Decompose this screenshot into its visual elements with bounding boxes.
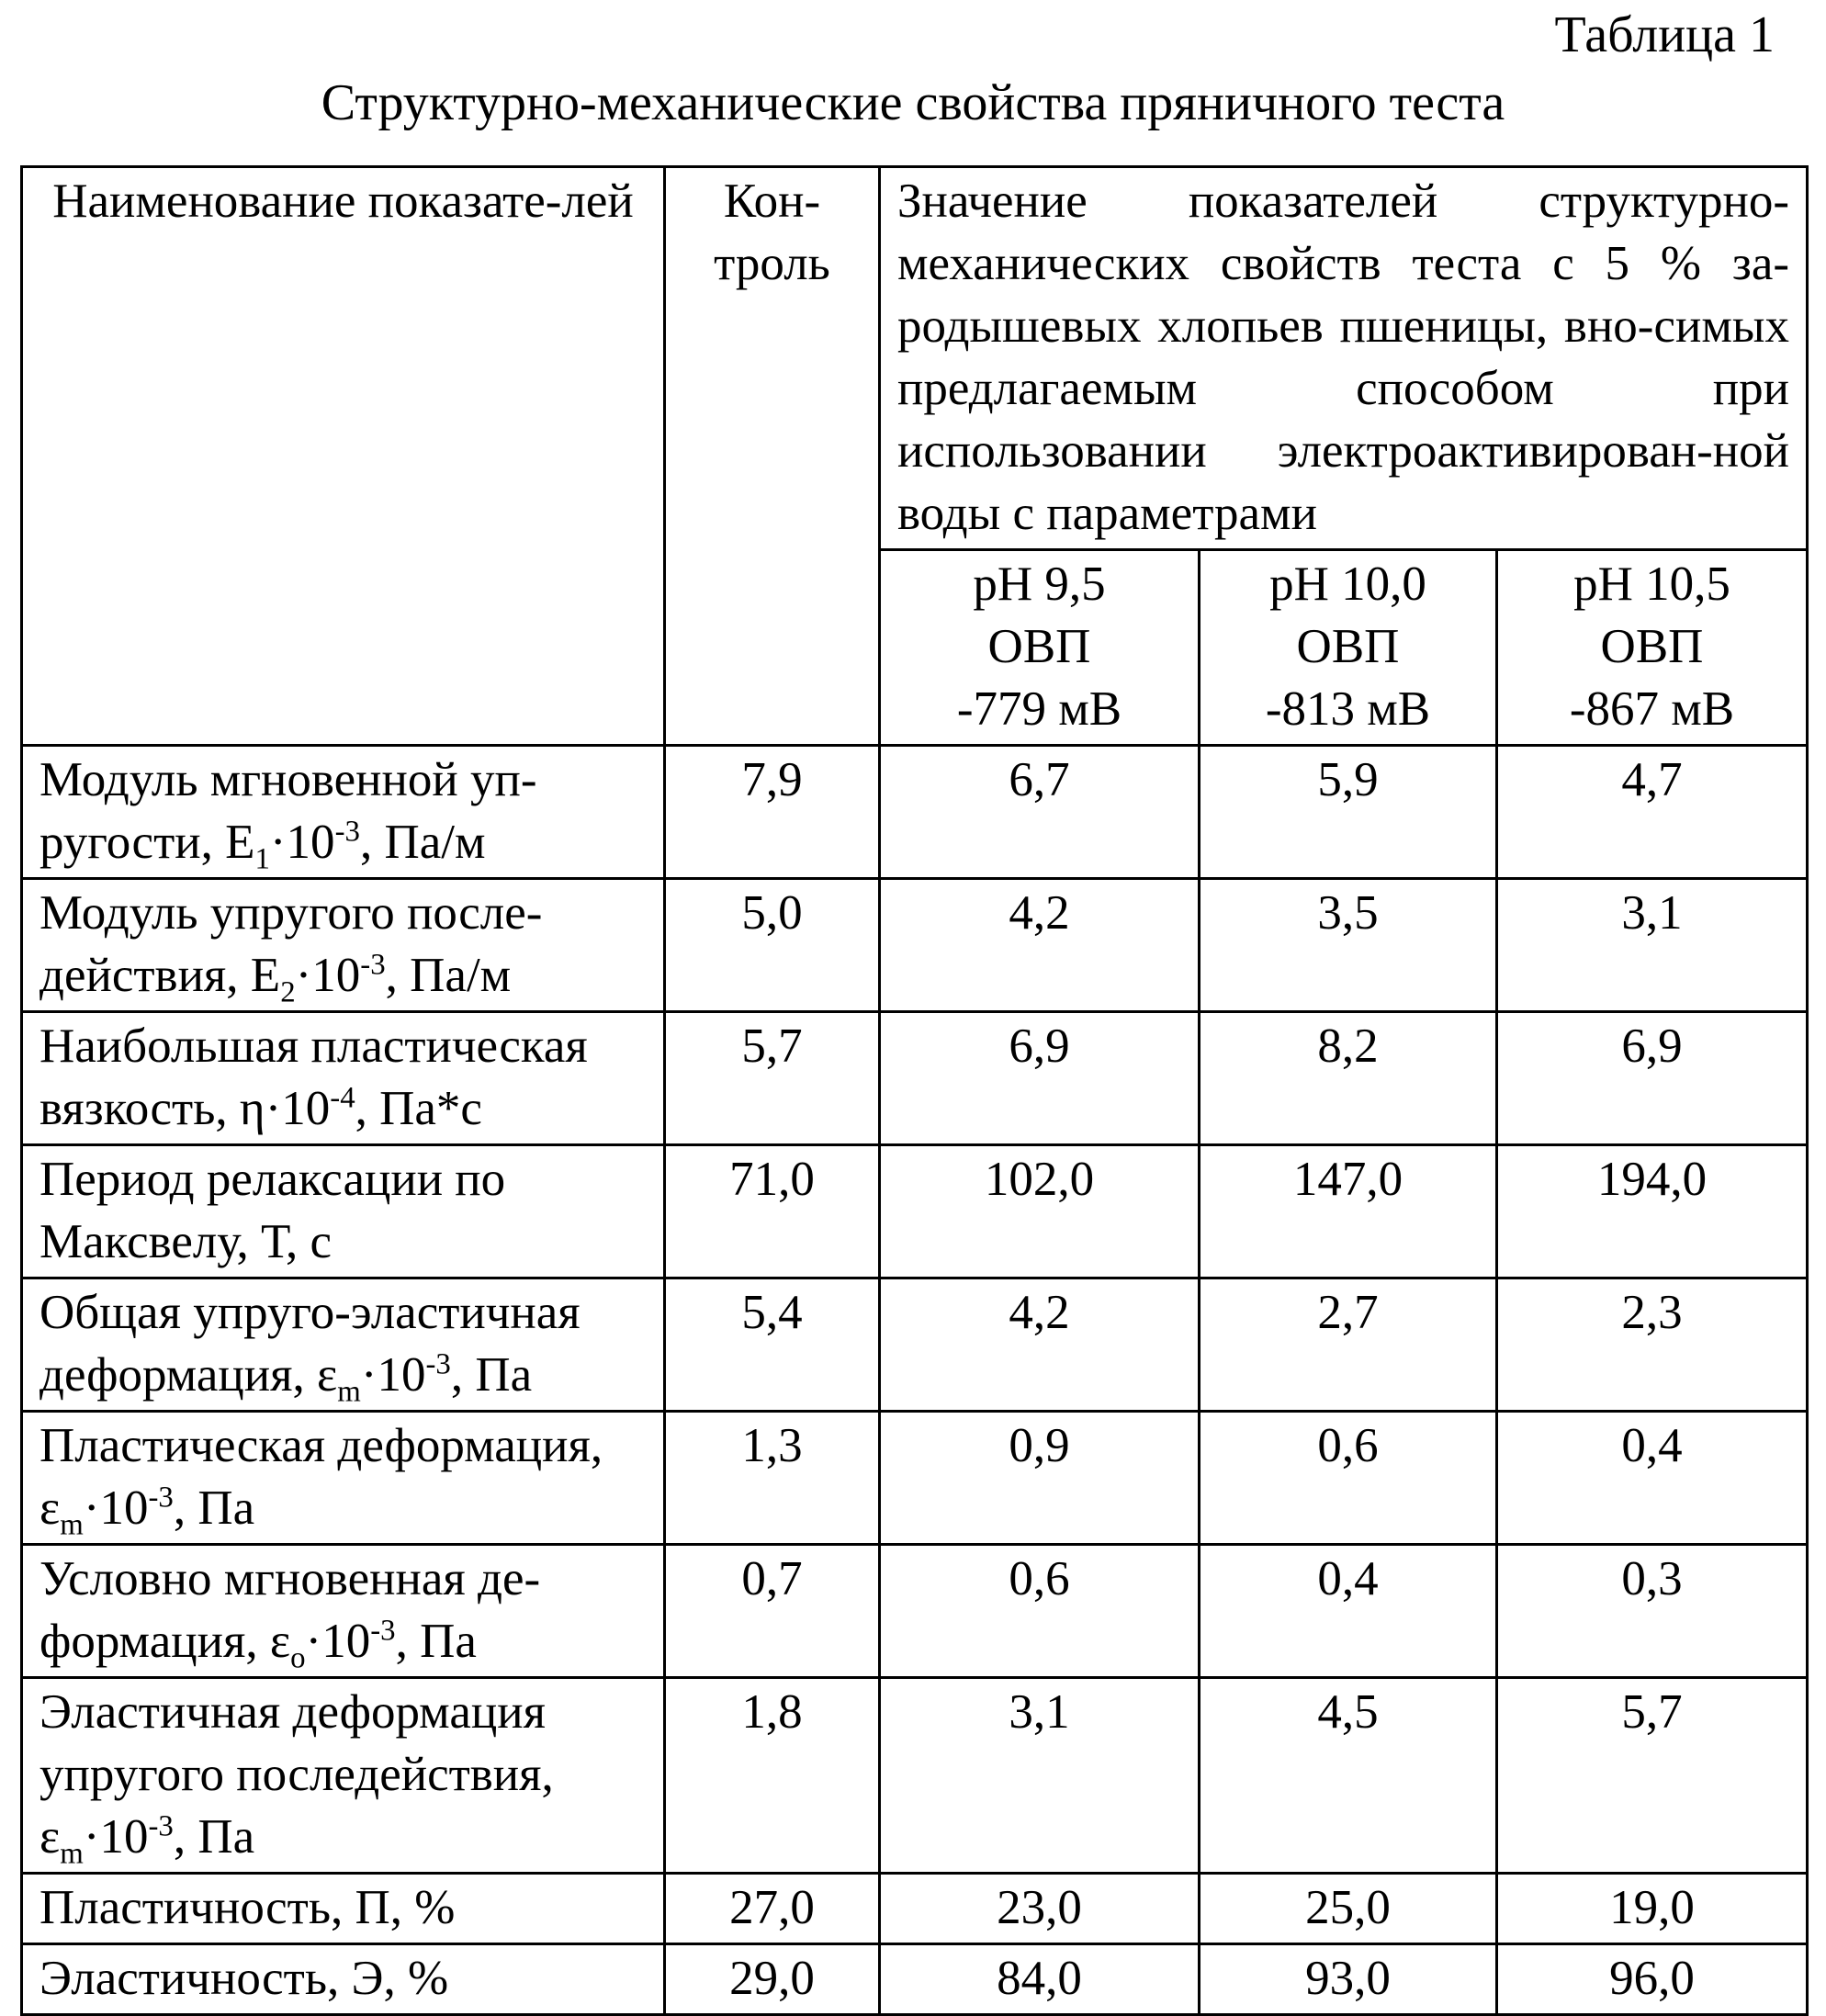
value-ph-10-5: 4,7 <box>1497 746 1808 879</box>
row-name: Период релаксации по Максвелу, Т, с <box>22 1145 665 1278</box>
header-sub-col-3 <box>1497 550 1808 746</box>
row-name: Наибольшая пластическая вязкость, η·10-4, Па*с <box>22 1012 665 1145</box>
sub-col-1-orp: ОВП <box>897 615 1181 678</box>
value-ph-10-5: 5,7 <box>1497 1678 1808 1874</box>
value-ph-10-5: 0,4 <box>1497 1412 1808 1545</box>
row-name: Пластичность, П, % <box>22 1874 665 1944</box>
control-value: 1,8 <box>665 1678 880 1874</box>
row-name: Модуль упругого после-действия, E2·10-3, Па/м <box>22 879 665 1012</box>
value-ph-10-0: 25,0 <box>1200 1874 1497 1944</box>
value-ph-9-5: 23,0 <box>880 1874 1200 1944</box>
control-value: 27,0 <box>665 1874 880 1944</box>
value-ph-10-5: 19,0 <box>1497 1874 1808 1944</box>
value-ph-9-5: 0,9 <box>880 1412 1200 1545</box>
value-ph-9-5: 3,1 <box>880 1678 1200 1874</box>
value-ph-9-5: 84,0 <box>880 1944 1200 2015</box>
row-name: Модуль мгновенной уп-ругости, E1·10-3, Па/м <box>22 746 665 879</box>
sub-col-2-mv: -813 мВ <box>1217 678 1479 740</box>
value-ph-9-5: 0,6 <box>880 1545 1200 1678</box>
value-ph-10-5: 0,3 <box>1497 1545 1808 1678</box>
header-sub-col-1 <box>880 550 1200 746</box>
value-ph-10-0: 0,6 <box>1200 1412 1497 1545</box>
table-row <box>22 1678 1808 1874</box>
value-ph-10-0: 2,7 <box>1200 1278 1497 1412</box>
value-ph-10-5: 2,3 <box>1497 1278 1808 1412</box>
value-ph-10-5: 6,9 <box>1497 1012 1808 1145</box>
value-ph-9-5: 4,2 <box>880 1278 1200 1412</box>
value-ph-10-5: 194,0 <box>1497 1145 1808 1278</box>
control-value: 5,7 <box>665 1012 880 1145</box>
row-name: Эластичность, Э, % <box>22 1944 665 2015</box>
sub-col-2-ph: pH 10,0 <box>1217 553 1479 615</box>
value-ph-10-0: 8,2 <box>1200 1012 1497 1145</box>
header-name-col: Наименование показате-лей <box>22 167 665 746</box>
sub-col-1-mv: -779 мВ <box>897 678 1181 740</box>
table-row <box>22 1874 1808 1944</box>
table-row <box>22 1278 1808 1412</box>
table-label: Таблица 1 <box>1554 6 1775 64</box>
value-ph-10-0: 93,0 <box>1200 1944 1497 2015</box>
row-name: Общая упруго-эластичная деформация, εm·10-3, Па <box>22 1278 665 1412</box>
value-ph-9-5: 102,0 <box>880 1145 1200 1278</box>
value-ph-10-0: 5,9 <box>1200 746 1497 879</box>
sub-col-1-ph: pH 9,5 <box>897 553 1181 615</box>
value-ph-10-0: 3,5 <box>1200 879 1497 1012</box>
value-ph-10-5: 3,1 <box>1497 879 1808 1012</box>
value-ph-10-0: 4,5 <box>1200 1678 1497 1874</box>
header-group-col: Значение показателей структурно-механических свойств теста с 5 % за-родышевых хлопьев пшеницы, вно-симых предлагаемым способом при использовании электроактивирован-ной воды с параметрами <box>880 167 1808 550</box>
table-row <box>22 1145 1808 1278</box>
control-value: 5,0 <box>665 879 880 1012</box>
control-value: 1,3 <box>665 1412 880 1545</box>
table-title: Структурно-механические свойства пряничного теста <box>0 73 1826 132</box>
sub-col-2-orp: ОВП <box>1217 615 1479 678</box>
properties-table <box>20 165 1809 2016</box>
table-row <box>22 1944 1808 2015</box>
header-control-col: Кон-троль <box>665 167 880 746</box>
row-name: Эластичная деформация упругого последействия, εm·10-3, Па <box>22 1678 665 1874</box>
header-row <box>22 167 1808 550</box>
row-name: Условно мгновенная де-формация, εo·10-3, Па <box>22 1545 665 1678</box>
table-row <box>22 1412 1808 1545</box>
value-ph-9-5: 6,7 <box>880 746 1200 879</box>
sub-col-3-mv: -867 мВ <box>1515 678 1789 740</box>
sub-col-3-ph: pH 10,5 <box>1515 553 1789 615</box>
value-ph-10-0: 147,0 <box>1200 1145 1497 1278</box>
value-ph-10-0: 0,4 <box>1200 1545 1497 1678</box>
control-value: 71,0 <box>665 1145 880 1278</box>
value-ph-10-5: 96,0 <box>1497 1944 1808 2015</box>
header-sub-col-2 <box>1200 550 1497 746</box>
control-value: 7,9 <box>665 746 880 879</box>
control-value: 29,0 <box>665 1944 880 2015</box>
table-row <box>22 879 1808 1012</box>
row-name: Пластическая деформация, εm·10-3, Па <box>22 1412 665 1545</box>
control-value: 0,7 <box>665 1545 880 1678</box>
table-row <box>22 1545 1808 1678</box>
table-row <box>22 1012 1808 1145</box>
table-row <box>22 746 1808 879</box>
sub-col-3-orp: ОВП <box>1515 615 1789 678</box>
value-ph-9-5: 6,9 <box>880 1012 1200 1145</box>
control-value: 5,4 <box>665 1278 880 1412</box>
value-ph-9-5: 4,2 <box>880 879 1200 1012</box>
